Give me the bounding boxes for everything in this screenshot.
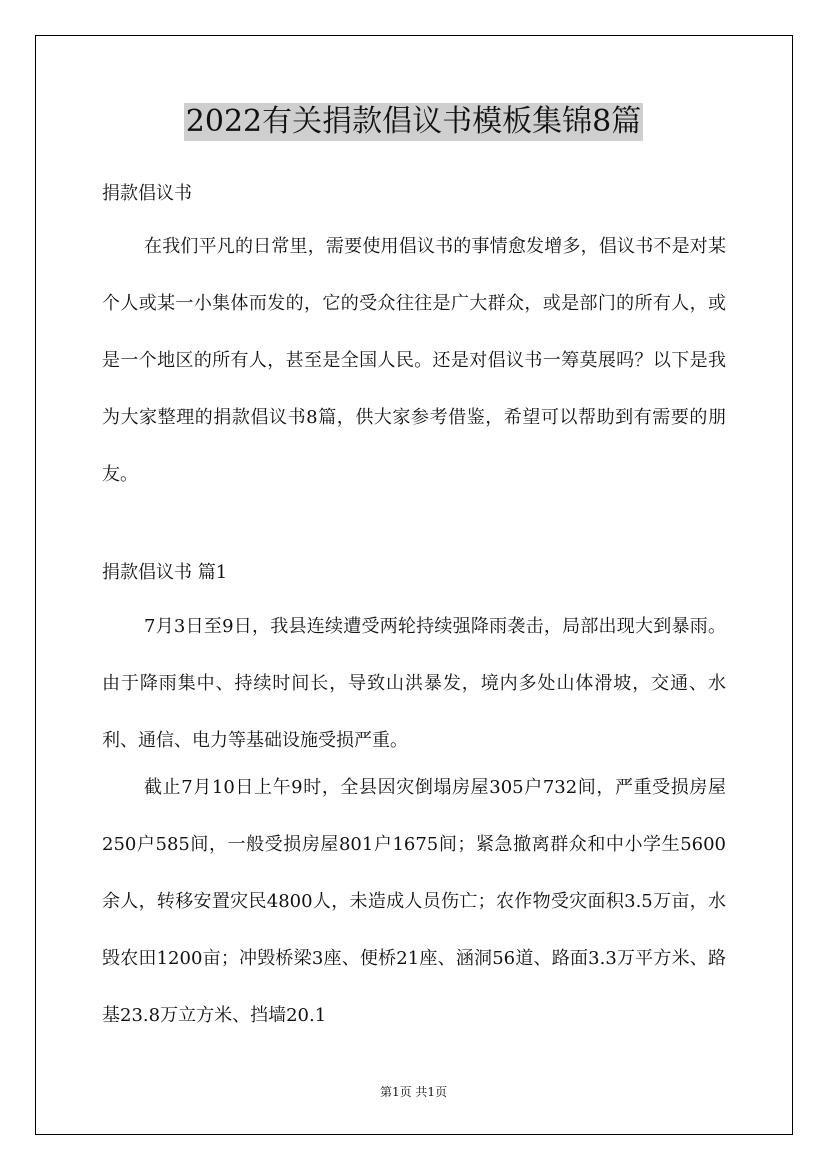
intro-heading: 捐款倡议书 bbox=[102, 183, 192, 204]
section1-paragraph-1: 7月3日至9日，我县连续遭受两轮持续强降雨袭击，局部出现大到暴雨。由于降雨集中、持续时间长，导致山洪暴发，境内多处山体滑坡，交通、水利、通信、电力等基础设施受损严重。 bbox=[102, 616, 726, 751]
document-title: 2022有关捐款倡议书模板集锦8篇 bbox=[185, 104, 642, 139]
intro-paragraph: 在我们平凡的日常里，需要使用倡议书的事情愈发增多，倡议书不是对某个人或某一小集体而发的，它的受众往往是广大群众，或是部门的所有人，或是一个地区的所有人，甚至是全国人民。还是对倡议书一筹莫展吗？以下是我为大家整理的捐款倡议书8篇，供大家参考借鉴，希望可以帮助到有需要的朋友。 bbox=[102, 236, 726, 485]
section1-heading: 捐款倡议书 篇1 bbox=[102, 562, 228, 583]
section1-paragraph-2: 截止7月10日上午9时，全县因灾倒塌房屋305户732间，严重受损房屋250户585间，一般受损房屋801户1675间；紧急撤离群众和中小学生5600余人，转移安置灾民4800人，未造成人员伤亡；农作物受灾面积3.5万亩，水毁农田1200亩；冲毁桥梁3座、便桥21座、涵洞56道、路面3.3万平方米、路基23.8万立方米、挡墙20.1 bbox=[102, 777, 726, 1026]
title-container bbox=[0, 103, 827, 141]
page-footer: 第1页 共1页 bbox=[379, 1085, 448, 1099]
